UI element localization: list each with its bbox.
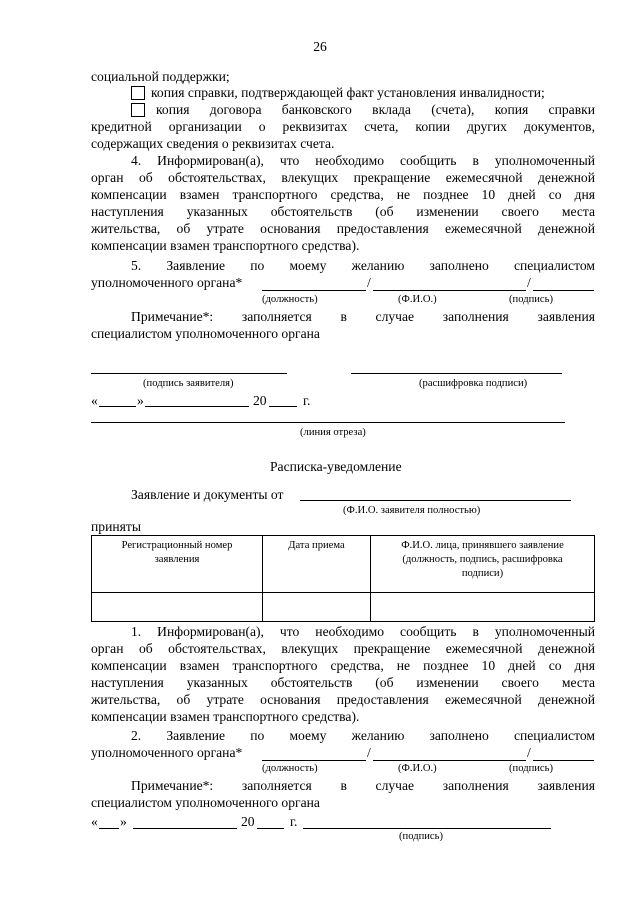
date-open-quote: « bbox=[91, 393, 98, 408]
checkbox-label: копия договора банковского вклада (счета), копия справки bbox=[156, 102, 595, 117]
position-field[interactable] bbox=[262, 290, 366, 291]
date-year-field[interactable] bbox=[269, 406, 297, 407]
item1-line: компенсации взамен транспортного средства). bbox=[91, 709, 360, 724]
label-position: (должность) bbox=[262, 294, 318, 305]
signature-decode-label: (расшифровка подписи) bbox=[419, 378, 528, 389]
year-suffix: г. bbox=[303, 393, 311, 408]
date-day-field[interactable] bbox=[99, 406, 136, 407]
date-open-quote: « bbox=[91, 814, 98, 829]
date-month-field[interactable] bbox=[133, 828, 237, 829]
receipt-title: Расписка-уведомление bbox=[270, 459, 402, 474]
table-cell[interactable] bbox=[92, 593, 263, 622]
item5-line: уполномоченного органа* bbox=[91, 275, 243, 290]
table-cell[interactable] bbox=[371, 593, 595, 622]
signature-field[interactable] bbox=[533, 760, 594, 761]
slash: / bbox=[527, 745, 531, 760]
item4-line: жительства, об утрате основания предоставления ежемесячной денежной bbox=[91, 221, 595, 236]
signature-field[interactable] bbox=[533, 290, 594, 291]
table-row bbox=[92, 593, 595, 622]
item1-line: наступления указанных обстоятельств (об изменении своего места bbox=[91, 675, 595, 690]
date-month-field[interactable] bbox=[145, 406, 249, 407]
applicant-signature-field[interactable] bbox=[91, 373, 287, 374]
cut-line-label: (линия отреза) bbox=[300, 427, 366, 438]
item1-line: жительства, об утрате основания предоставления ежемесячной денежной bbox=[91, 692, 595, 707]
applicant-fio-field[interactable] bbox=[300, 500, 571, 501]
item4-line: орган об обстоятельствах, влекущих прекращение ежемесячной денежной bbox=[91, 170, 595, 185]
fio-field[interactable] bbox=[373, 760, 526, 761]
final-signature-label: (подпись) bbox=[399, 831, 443, 842]
label-signature: (подпись) bbox=[509, 763, 553, 774]
label-fio: (Ф.И.О.) bbox=[398, 294, 437, 305]
table-header-row bbox=[92, 536, 595, 593]
label-position: (должность) bbox=[262, 763, 318, 774]
note-line: Примечание*: заполняется в случае заполнения заявления bbox=[131, 778, 595, 793]
note-line: специалистом уполномоченного органа bbox=[91, 795, 320, 810]
note-line: Примечание*: заполняется в случае заполнения заявления bbox=[131, 309, 595, 324]
signature-decode-field[interactable] bbox=[351, 373, 562, 374]
fio-field[interactable] bbox=[373, 290, 526, 291]
checkbox-label: копия справки, подтверждающей факт установления инвалидности; bbox=[151, 85, 545, 100]
checkbox-bank-deposit[interactable] bbox=[131, 103, 145, 117]
applicant-signature-label: (подпись заявителя) bbox=[143, 378, 234, 389]
text-line: кредитной организации о реквизитах счета, копии других документов, bbox=[91, 119, 595, 134]
table-header-cell: Ф.И.О. лица, принявшего заявление (должность, подпись, расшифровка подписи) bbox=[371, 536, 595, 593]
item1-line: 1. Информирован(а), что необходимо сообщить в уполномоченный bbox=[131, 624, 595, 639]
item1-line: компенсации взамен транспортного средства, не позднее 10 дней со дня bbox=[91, 658, 595, 673]
accepted-text: приняты bbox=[91, 519, 141, 534]
date-day-field[interactable] bbox=[99, 828, 119, 829]
cut-line bbox=[91, 422, 565, 423]
slash: / bbox=[527, 275, 531, 290]
item4-line: компенсации взамен транспортного средства). bbox=[91, 238, 360, 253]
label-signature: (подпись) bbox=[509, 294, 553, 305]
label-fio: (Ф.И.О.) bbox=[398, 763, 437, 774]
date-close-quote: » bbox=[137, 393, 144, 408]
date-close-quote: » bbox=[120, 814, 127, 829]
table-header-cell: Дата приема bbox=[263, 536, 371, 593]
page-number: 26 bbox=[313, 39, 327, 54]
year-suffix: г. bbox=[290, 814, 298, 829]
item4-line: компенсации взамен транспортного средства, не позднее 10 дней со дня bbox=[91, 187, 595, 202]
receipt-statement: Заявление и документы от bbox=[131, 487, 284, 502]
item4-line: 4. Информирован(а), что необходимо сообщить в уполномоченный bbox=[131, 153, 595, 168]
item2-line: 2. Заявление по моему желанию заполнено специалистом bbox=[131, 728, 595, 743]
note-line: специалистом уполномоченного органа bbox=[91, 326, 320, 341]
slash: / bbox=[367, 745, 371, 760]
applicant-fio-label: (Ф.И.О. заявителя полностью) bbox=[343, 505, 481, 516]
table-cell[interactable] bbox=[263, 593, 371, 622]
registration-table bbox=[91, 535, 595, 622]
checkbox-disability-certificate[interactable] bbox=[131, 86, 145, 100]
table-header-cell: Регистрационный номер заявления bbox=[92, 536, 263, 593]
item5-line: 5. Заявление по моему желанию заполнено специалистом bbox=[131, 258, 595, 273]
final-signature-field[interactable] bbox=[303, 828, 551, 829]
item2-line: уполномоченного органа* bbox=[91, 745, 243, 760]
position-field[interactable] bbox=[262, 760, 366, 761]
date-year-field[interactable] bbox=[257, 828, 284, 829]
date-year-prefix: 20 bbox=[253, 393, 267, 408]
slash: / bbox=[367, 275, 371, 290]
item1-line: орган об обстоятельствах, влекущих прекращение ежемесячной денежной bbox=[91, 641, 595, 656]
date-year-prefix: 20 bbox=[241, 814, 255, 829]
item4-line: наступления указанных обстоятельств (об изменении своего места bbox=[91, 204, 595, 219]
intro-line: социальной поддержки; bbox=[91, 69, 230, 84]
text-line: содержащих сведения о реквизитах счета. bbox=[91, 136, 335, 151]
